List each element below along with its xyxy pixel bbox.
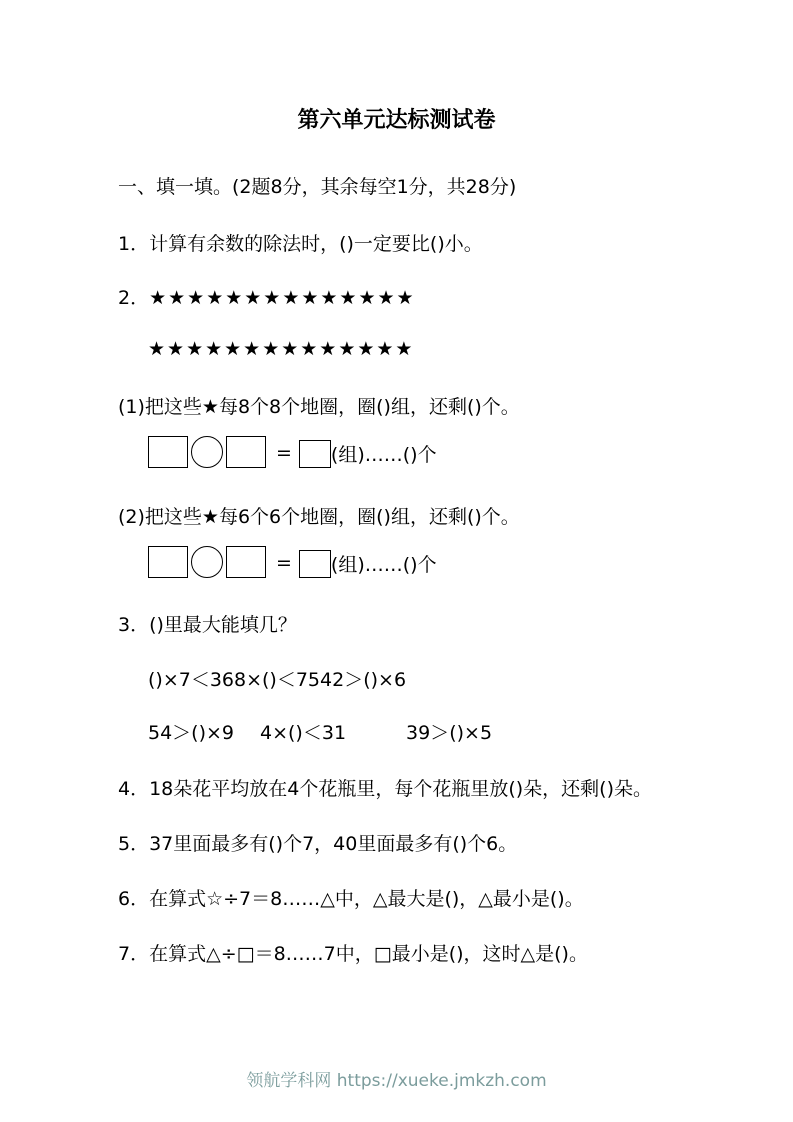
square-box: [148, 436, 188, 468]
question-2-sub-1: (1)把这些★每8个8个地圈，圈()组，还剩()个。: [118, 396, 520, 418]
square-box: [148, 546, 188, 578]
square-box-small: [299, 440, 331, 468]
inequality-a: 54＞()×9: [148, 722, 235, 744]
question-1: 1．计算有余数的除法时，()一定要比()小。: [118, 233, 483, 255]
inequality-c: 39＞()×5: [406, 722, 493, 744]
answer-shape-row-1: [148, 436, 437, 468]
page-title: 第六单元达标测试卷: [297, 108, 496, 133]
question-3-line-1: ()×7＜368×()＜7542＞()×6: [148, 669, 407, 691]
circle-box: [191, 436, 223, 468]
star-row-1: ★★★★★★★★★★★★★★: [149, 287, 416, 309]
square-box: [226, 436, 266, 468]
section-heading: 一、填一填。(2题8分，其余每空1分，共28分): [118, 176, 517, 198]
footer-watermark: 领航学科网 https://xueke.jmkzh.com: [246, 1071, 547, 1091]
question-3: 3．()里最大能填几？: [118, 614, 297, 636]
question-2-row: [118, 283, 416, 310]
question-4: 4．18朵花平均放在4个花瓶里，每个花瓶里放()朵，还剩()朵。: [118, 778, 653, 800]
inequality-b: 4×()＜31: [260, 722, 347, 744]
group-suffix-text: (组)……()个: [330, 554, 437, 576]
circle-box: [191, 546, 223, 578]
question-6: 6．在算式☆÷7＝8……△中，△最大是()，△最小是()。: [118, 888, 584, 910]
star-row-2: ★★★★★★★★★★★★★★: [148, 338, 415, 360]
group-suffix-text: (组)……()个: [330, 444, 437, 466]
answer-shape-row-2: [148, 546, 437, 578]
question-5: 5．37里面最多有()个7，40里面最多有()个6。: [118, 833, 518, 855]
equals-sign: =: [276, 552, 292, 574]
question-3-line-2: [148, 718, 492, 745]
equals-sign: =: [276, 442, 292, 464]
question-7: 7．在算式△÷□＝8……7中，□最小是()，这时△是()。: [118, 943, 588, 965]
square-box: [226, 546, 266, 578]
square-box-small: [299, 550, 331, 578]
question-2-sub-2: (2)把这些★每6个6个地圈，圈()组，还剩()个。: [118, 506, 520, 528]
question-2-label: 2．: [118, 287, 150, 309]
